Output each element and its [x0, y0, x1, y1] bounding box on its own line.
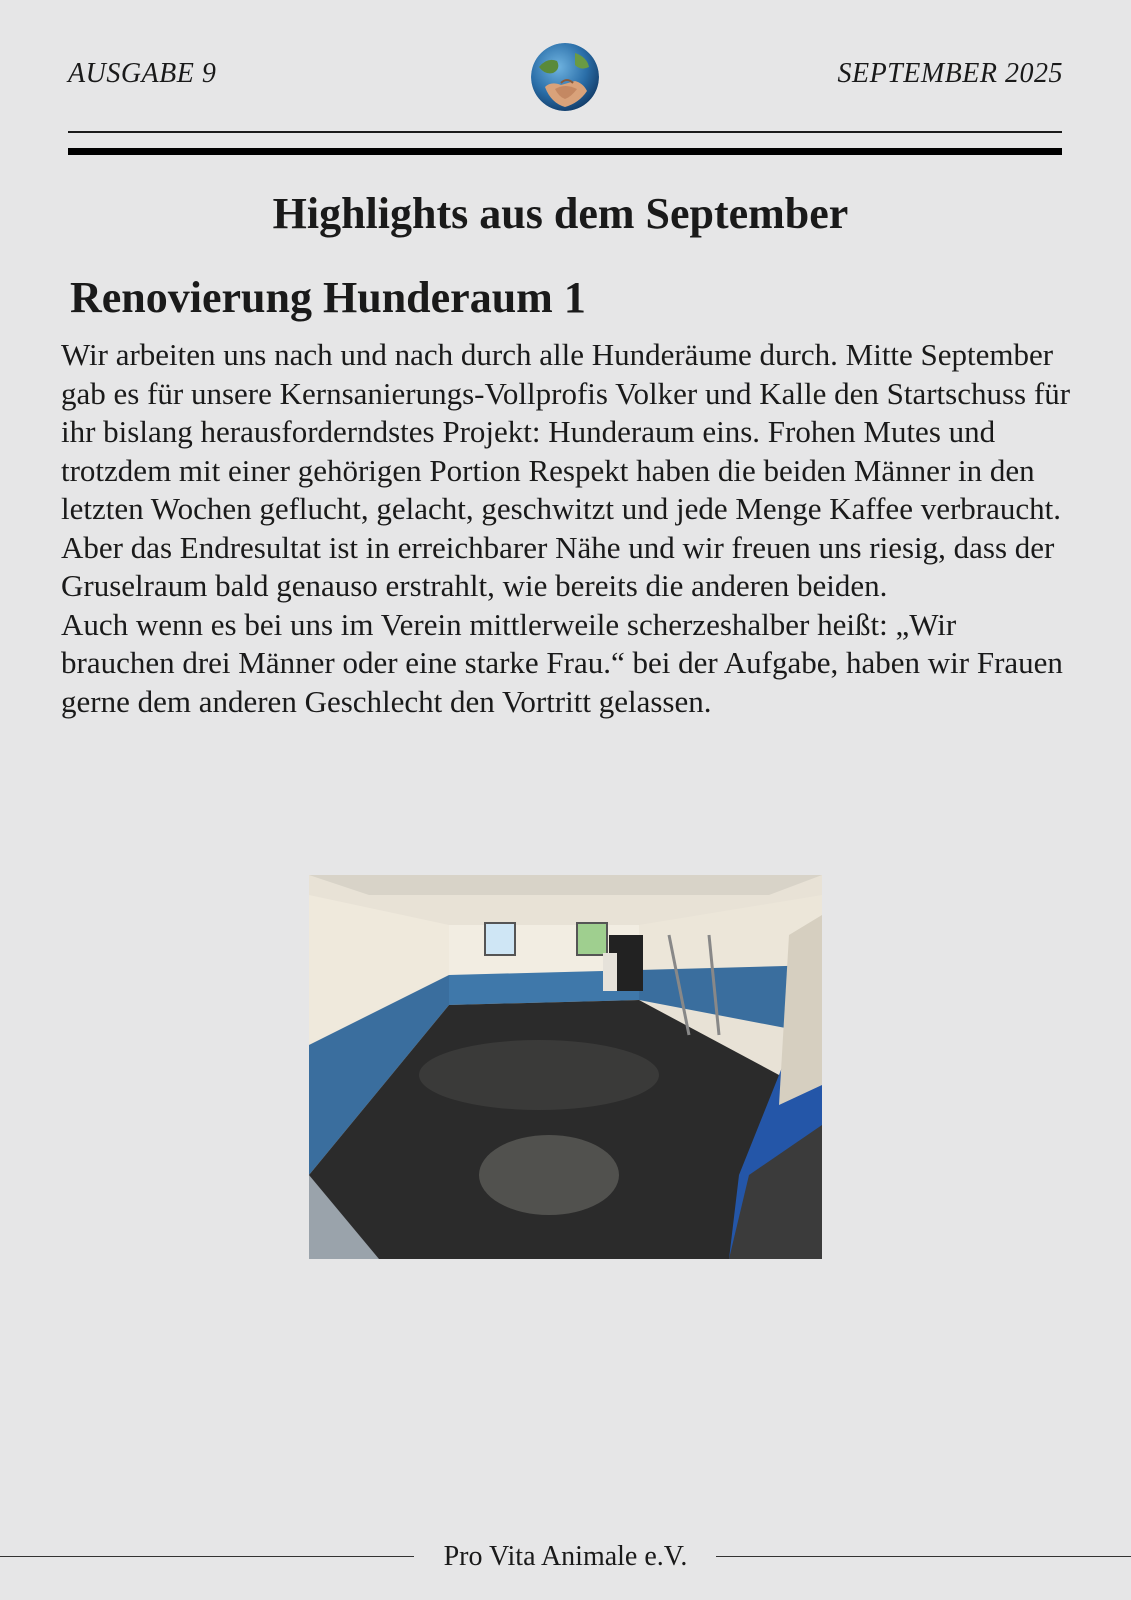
footer-organization: Pro Vita Animale e.V. — [443, 1541, 688, 1572]
issue-number: AUSGABE 9 — [68, 58, 217, 89]
header-divider-thick — [68, 148, 1062, 155]
footer — [0, 1540, 1131, 1574]
article-paragraph: Wir arbeiten uns nach und nach durch alle Hunderäume durch. Mitte September gab es für unsere Kernsanierungs-Vollprofis Volker und Kalle den Startschuss für ihr bislang herausforderndstes Projekt: Hunderaum eins. Frohen Mutes und trotzdem mit einer gehörigen Portion Respekt haben die beiden Männer in den letzten Wochen geflucht, gelacht, geschwitzt und jede Menge Kaffee verbraucht. — [61, 337, 1071, 526]
article-paragraph: Aber das Endresultat ist in erreichbarer Nähe und wir freuen uns riesig, dass der Gruselraum bald genauso erstrahlt, wie bereits die anderen beiden. — [61, 529, 1055, 603]
section-title: Renovierung Hunderaum 1 — [70, 273, 586, 322]
page-title: Highlights aus dem September — [272, 189, 849, 238]
article-body — [61, 336, 1071, 721]
header-divider-thin — [68, 131, 1062, 133]
issue-date: SEPTEMBER 2025 — [837, 58, 1063, 89]
footer-divider-right — [716, 1556, 1131, 1557]
earth-hands-logo-icon — [531, 43, 599, 111]
article-paragraph: Auch wenn es bei uns im Verein mittlerweile scherzeshalber heißt: „Wir brauchen drei Männer oder eine starke Frau.“ bei der Aufgabe, haben wir Frauen gerne dem anderen Geschlecht den Vortritt gelassen. — [61, 606, 1063, 719]
renovation-photo — [309, 875, 822, 1259]
